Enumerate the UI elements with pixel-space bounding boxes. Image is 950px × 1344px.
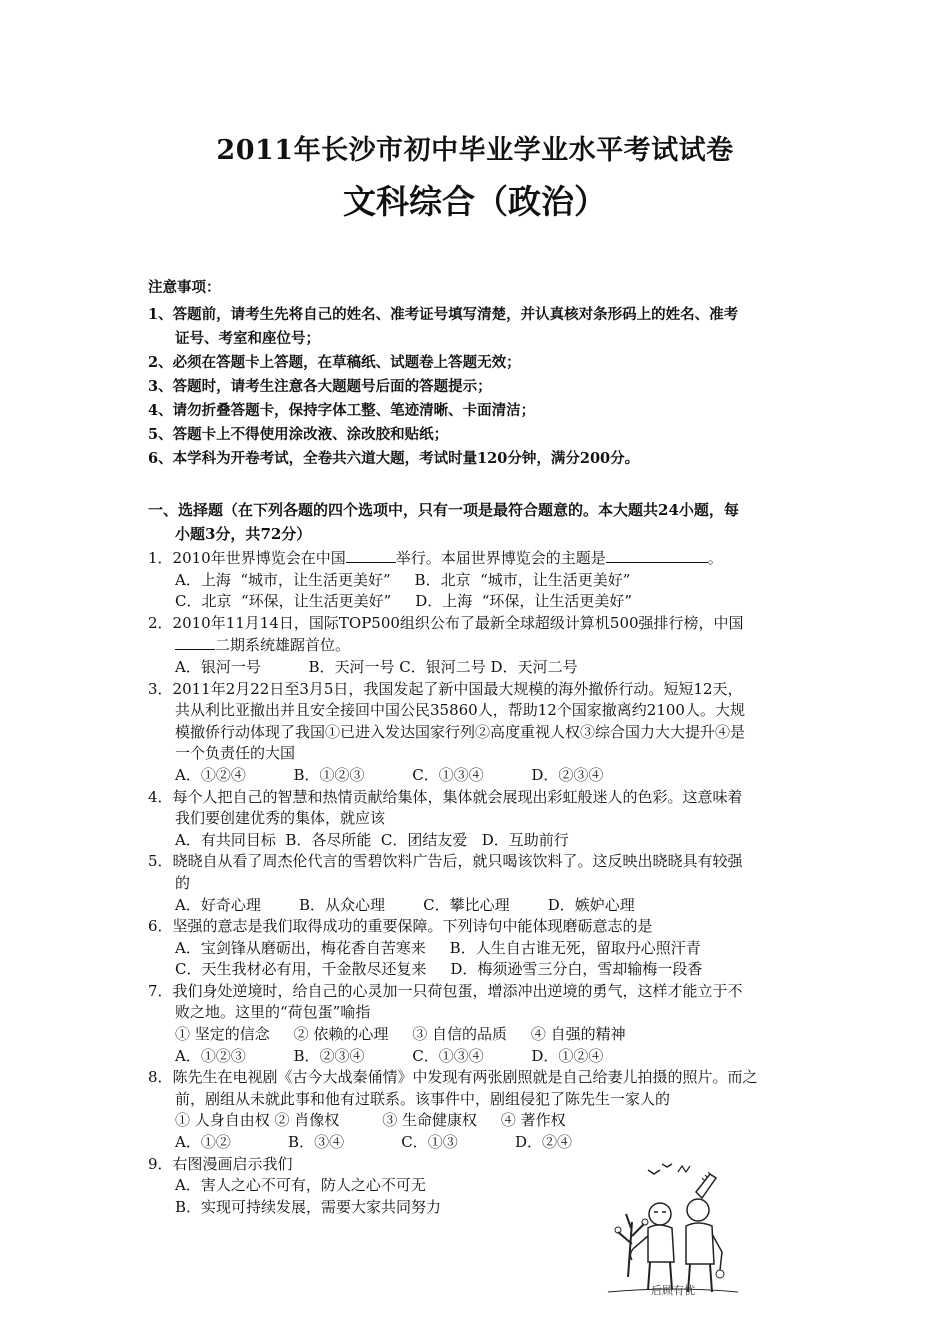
cartoon-caption: 后顾有忧 (651, 1284, 695, 1297)
question-options: C．天生我材必有用，千金散尽还复来 D．梅须逊雪三分白，雪却输梅一段香 (175, 960, 703, 979)
question-stem-cont: 模撤侨行动体现了我国①已进入发达国家行列②高度重视人权③综合国力大大提升④是 (175, 722, 746, 741)
question-stem-cont: 一个负责任的大国 (175, 744, 296, 763)
answer-blank (346, 547, 396, 563)
question-stem: 5．晓晓自从看了周杰伦代言的雪碧饮料广告后，就只喝该饮料了。这反映出晓晓具有较强 (148, 852, 743, 871)
question-8 (148, 1067, 828, 1153)
question-stem-cont: 我们要创建优秀的集体，就应该 (175, 809, 386, 828)
notes-item: 3、答题时，请考生注意各大题题号后面的答题提示； (148, 378, 492, 395)
question-options: A．好奇心理 B．从众心理 C．攀比心理 D．嫉妒心理 (175, 895, 635, 914)
question-stem: 9．右图漫画启示我们 (148, 1154, 293, 1173)
notes-item: 5、答题卡上不得使用涂改液、涂改胶和贴纸； (148, 426, 449, 443)
question-6 (148, 916, 828, 981)
notes-block (148, 276, 828, 471)
question-2 (148, 613, 828, 679)
question-options: A．有共同目标 B．各尽所能 C．团结友爱 D．互助前行 (175, 830, 569, 849)
section-heading (148, 498, 818, 546)
exam-title: 2011年长沙市初中毕业学业水平考试试卷 (216, 135, 734, 166)
notes-item: 2、必须在答题卡上答题，在草稿纸、试题卷上答题无效； (148, 354, 521, 371)
question-stem-cont: 前，剧组从未就此事和他有过联系。该事件中，剧组侵犯了陈先生一家人的 (175, 1089, 671, 1108)
question-stem: 8．陈先生在电视剧《古今大战秦俑情》中发现有两张剧照就是自己给妻儿拍摄的照片。而之 (148, 1068, 758, 1087)
notes-item: 4、请勿折叠答题卡，保持字体工整、笔迹清晰、卡面清洁； (148, 402, 536, 419)
answer-blank (606, 547, 708, 563)
question-stem-cont: 的 (175, 873, 191, 892)
question-options: C．北京 “环保，让生活更美好” D．上海 “环保，让生活更美好” (175, 592, 633, 611)
question-choices: ① 坚定的信念 ② 依赖的心理 ③ 自信的品质 ④ 自强的精神 (175, 1025, 626, 1044)
question-1 (148, 547, 828, 613)
notes-item: 6、本学科为开卷考试，全卷共六道大题，考试时量120分钟，满分200分。 (148, 450, 640, 467)
section-line: 一、选择题（在下列各题的四个选项中，只有一项是最符合题意的。本大题共24小题，每 (148, 501, 739, 519)
question-choices: ① 人身自由权 ② 肖像权 ③ 生命健康权 ④ 著作权 (175, 1111, 566, 1130)
question-options: A．银河一号 B．天河一号 C．银河二号 D．天河二号 (175, 657, 578, 676)
question-options: A．上海 “城市，让生活更美好” B．北京 “城市，让生活更美好” (175, 570, 631, 589)
question-5 (148, 851, 828, 916)
cartoon-illustration (598, 1152, 748, 1302)
question-stem: 7．我们身处逆境时，给自己的心灵加一只荷包蛋，增添冲出逆境的勇气，这样才能立于不 (148, 981, 743, 1000)
question-list (148, 547, 828, 1218)
question-options: A．①②④ B．①②③ C．①③④ D．②③④ (175, 765, 604, 784)
notes-item: 证号、考室和座位号； (175, 330, 320, 347)
question-options: A．宝剑锋从磨砺出，梅花香自苦寒来 B．人生自古谁无死，留取丹心照汗青 (175, 938, 701, 957)
question-options: A．害人之心不可有，防人之心不可无 (175, 1176, 426, 1195)
question-options: B．实现可持续发展，需要大家共同努力 (175, 1197, 442, 1216)
section-line: 小题3分，共72分） (175, 525, 312, 543)
answer-blank (175, 634, 215, 650)
question-stem-cont: 共从利比亚撤出并且安全接回中国公民35860人，帮助12个国家撤离约2100人。大规 (175, 701, 745, 720)
exam-subtitle: 文科综合（政治） (343, 182, 607, 221)
question-4 (148, 787, 828, 852)
notes-heading: 注意事项： (148, 279, 221, 296)
question-7 (148, 981, 828, 1067)
question-stem: 4．每个人把自己的智慧和热情贡献给集体，集体就会展现出彩虹般迷人的色彩。这意味着 (148, 787, 743, 806)
question-stem: 6．坚强的意志是我们取得成功的重要保障。下列诗句中能体现磨砺意志的是 (148, 917, 653, 936)
question-stem: 3．2011年2月22日至3月5日，我国发起了新中国最大规模的海外撤侨行动。短短12天， (148, 679, 743, 698)
question-stem: 1．2010年世界博览会在中国 举行。本届世界博览会的主题是 。 (148, 549, 723, 567)
question-options: A．①② B．③④ C．①③ D．②④ (175, 1133, 573, 1152)
question-3 (148, 679, 828, 787)
question-options: A．①②③ B．②③④ C．①③④ D．①②④ (175, 1046, 604, 1065)
question-stem: 2．2010年11月14日，国际TOP500组织公布了最新全球超级计算机500强排行榜，中国 (148, 613, 744, 632)
notes-item: 1、答题前，请考生先将自己的姓名、准考证号填写清楚，并认真核对条形码上的姓名、准考 (148, 306, 739, 323)
question-stem-cont: 二期系统雄踞首位。 (148, 634, 828, 657)
question-stem-cont: 败之地。这里的“荷包蛋”喻指 (175, 1003, 371, 1022)
